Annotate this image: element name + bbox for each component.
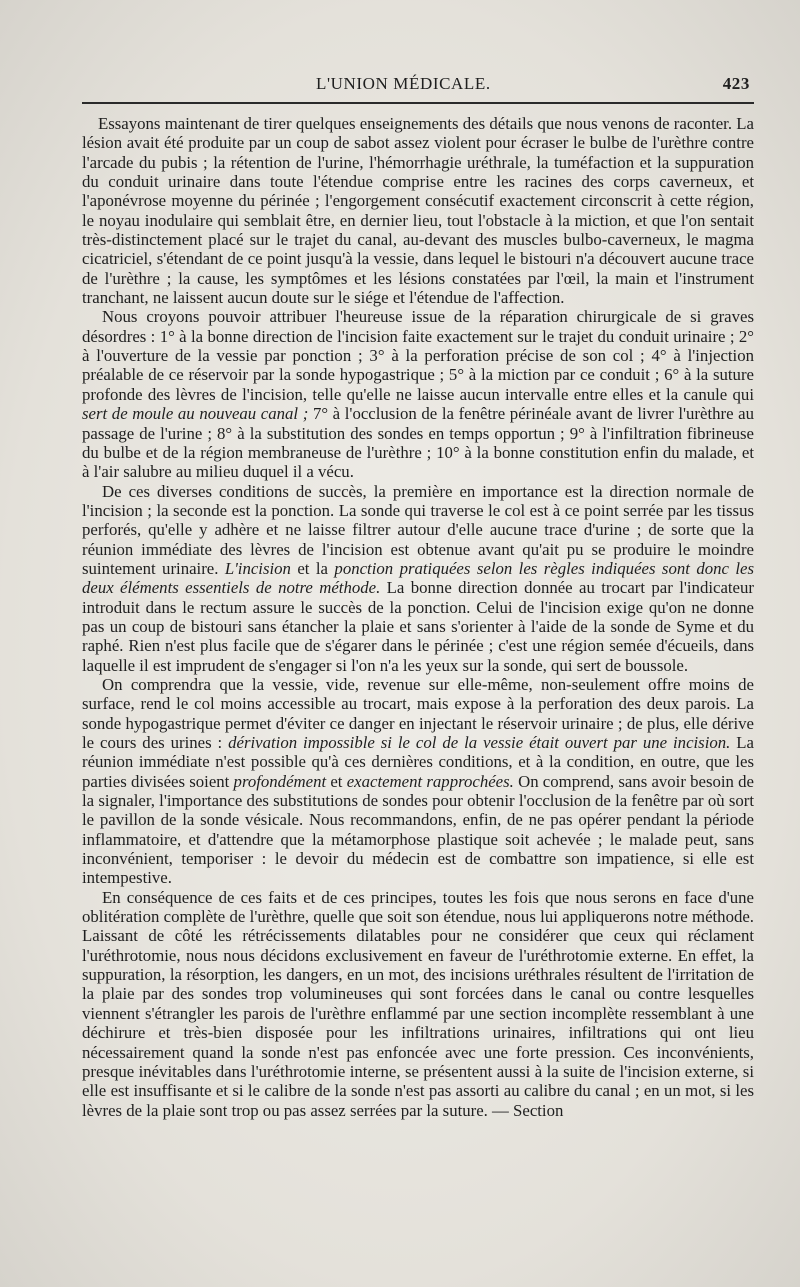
paragraph [82,888,754,1120]
text-segment: On comprendra que la vessie, vide, revenue sur elle-même, non-seulement offre moins de surface, rend le col moins accessible au trocart, mais expose à la perforation des deux parois. La sonde hypogastrique permet d'éviter ce danger en injectant le réservoir urinaire ; de plus, elle dérive le cours des urines : [82,674,754,752]
page-number: 423 [722,74,750,93]
paragraph [82,482,754,675]
text-segment: La réunion immédiate n'est possible qu'à ces dernières conditions, et à la condition, en outre, que les parties divisées soient [82,733,754,791]
italic-text-segment: exactement rapprochées. [346,771,514,791]
journal-title: L'UNION MÉDICALE. [316,74,491,93]
italic-text-segment: profondément [233,771,327,791]
text-segment: La bonne direction donnée au trocart par l'indicateur introduit dans le rectum assure le succès de la ponction. Celui de l'incision exige qu'on ne donne pas un coup de bistouri sans étancher la plaie et sans s'orienter à l'aide de la sonde de Syme et du raphé. Rien n'est plus facile que de s'égarer dans le périnée ; c'est une région semée d'écueils, dans laquelle il est imprudent de s'engager si l'on n'a les yeux sur la sonde, qui sert de boussole. [82,578,754,675]
text-segment: et [326,771,347,791]
text-segment: et la [290,558,335,578]
text-segment: En conséquence de ces faits et de ces principes, toutes les fois que nous serons en face d'une oblitération complète de l'urèthre, quelle que soit son étendue, nous lui appliquerons notre méthode. Laissant de côté les rétrécissements dilatables pour ne considérer que ceux qui réclament l'uréthrotomie, nous nous décidons exclusivement en faveur de l'uréthrotomie externe. En effet, la suppuration, la résorption, les dangers, en un mot, des incisions uréthrales résultent de l'irritation de la plaie par des sondes trop volumineuses qui sont forcées dans le canal ou contre lesquelles viennent s'étrangler les parois de l'urèthre enflammé par une section incomplète ressemblant à une déchirure et très-bien disposée pour les infiltrations urinaires, infiltrations qui ont lieu nécessairement quand la sonde n'est pas enfoncée avec une forte pression. Ces inconvénients, presque inévitables dans l'uréthrotomie interne, se présentent aussi à la suite de l'incision externe, si elle est insuffisante et si le calibre de la sonde n'est pas assorti au calibre du canal ; en un mot, si les lèvres de la plaie sont trop ou pas assez serrées par la suture. — Section [82,887,754,1120]
header-rule [82,102,754,104]
text-segment: Essayons maintenant de tirer quelques enseignements des détails que nous venons de raconter. La lésion avait été produite par un coup de sabot assez violent pour écraser le bulbe de l'urèthre contre l'arcade du pubis ; la rétention de l'urine, l'hémorrhagie uréthrale, la tuméfaction et la suppuration du conduit urinaire dans toute l'étendue comprise entre les racines des corps caverneux, et l'aponévrose moyenne du périnée ; l'engorgement consécutif exactement circonscrit à cette région, le noyau inodulaire qui semblait être, en dernier lieu, tout l'obstacle à la miction, et que l'on sentait très-distinctement placé sur le trajet du canal, au-devant des muscles bulbo-caverneux, le magma cicatriciel, s'étendant de ce point jusqu'à la vessie, dans lequel le bistouri n'a découvert aucune trace de l'urèthre ; la cause, les symptômes et les lésions constatées par l'œil, la main et l'instrument tranchant, ne laissent aucun doute sur le siége et l'étendue de l'affection. [82,114,754,308]
text-segment: De ces diverses conditions de succès, la première en importance est la direction normale de l'incision ; la seconde est la ponction. La sonde qui traverse le col est à ce point serrée par les tissus perforés, qu'elle y adhère et ne laisse filtrer autour d'elle aucune trace d'urine ; de sorte que la réunion immédiate des lèvres de l'incision est obtenue avant qu'ait pu se produire le moindre suintement urinaire. [82,481,754,578]
paragraph [82,307,754,481]
paragraph [82,114,754,307]
running-header [82,74,754,100]
text-segment: On comprend, sans avoir besoin de la signaler, l'importance des substitutions de sondes pour obtenir l'occlusion de la fenêtre par où sort le pavillon de la sonde vésicale. Nous recommandons, enfin, de ne pas opérer pendant la période inflammatoire, et d'attendre que la métamorphose plastique soit achevée ; le malade peut, sans inconvénient, temporiser : le devoir du médecin est de combattre son impatience, si elle est intempestive. [82,771,755,888]
italic-text-segment: dérivation impossible si le col de la vessie était ouvert par une incision. [228,733,731,752]
paragraph [82,675,754,888]
italic-text-segment: ponction pratiquées selon les règles indiquées sont donc les deux éléments essentiels de notre méthode. [82,558,754,598]
text-segment: Nous croyons pouvoir attribuer l'heureuse issue de la réparation chirurgicale de si graves désordres : 1° à la bonne direction de l'incision faite exactement sur le trajet du conduit urinaire ; 2° à l'ouverture de la vessie par ponction ; 3° à la perforation précise de son col ; 4° à l'injection préalable de ce réservoir par la sonde hypogastrique ; 5° à la miction par ce conduit ; 6° à la suture profonde des lèvres de l'incision, telle qu'elle ne laisse aucun intervalle entre elles et la canule qui [82,307,754,404]
text-segment: 7° à l'occlusion de la fenêtre périnéale avant de livrer l'urèthre au passage de l'urine ; 8° à la substitution des sondes en temps opportun ; 9° à l'infiltration fibrineuse du bulbe et de la région membraneuse de l'urèthre ; 10° à la bonne constitution enfin du malade, et à l'air salubre au milieu duquel il a vécu. [82,404,754,482]
italic-text-segment: L'incision [224,558,291,578]
article-body [82,114,754,1120]
italic-text-segment: sert de moule au nouveau canal ; [82,404,309,424]
